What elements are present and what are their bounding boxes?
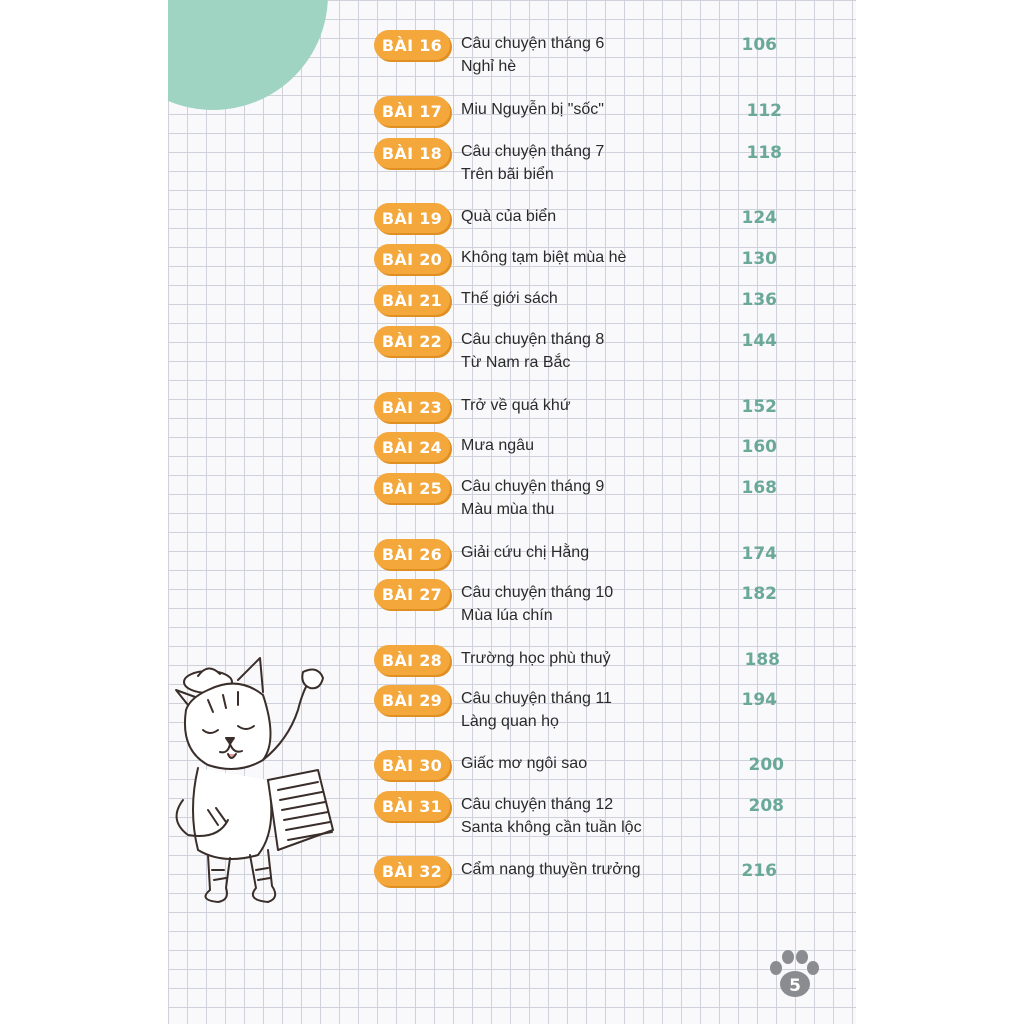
lesson-page-number: 130 <box>741 249 777 269</box>
lesson-page-number: 136 <box>741 290 777 310</box>
lesson-badge: BÀI 31 <box>374 791 450 821</box>
lesson-subtitle: Santa không cần tuần lộc <box>461 819 642 836</box>
lesson-page-number: 216 <box>741 861 777 881</box>
lesson-page-number: 188 <box>744 650 780 670</box>
lesson-badge: BÀI 28 <box>374 645 450 675</box>
lesson-badge: BÀI 29 <box>374 685 450 715</box>
lesson-title: Câu chuyện tháng 11 <box>461 690 612 707</box>
paw-icon <box>764 944 824 1004</box>
lesson-page-number: 118 <box>746 143 782 163</box>
lesson-page-number: 112 <box>746 101 782 121</box>
lesson-badge: BÀI 30 <box>374 750 450 780</box>
lesson-title: Giấc mơ ngôi sao <box>461 755 588 772</box>
lesson-title: Câu chuyện tháng 6 <box>461 35 605 52</box>
page-number: 5 <box>789 976 801 996</box>
lesson-badge: BÀI 21 <box>374 285 450 315</box>
lesson-title: Trường học phù thuỷ <box>461 650 611 667</box>
lesson-page-number: 160 <box>741 437 777 457</box>
lesson-title: Câu chuyện tháng 10 <box>461 584 614 601</box>
lesson-subtitle: Làng quan họ <box>461 713 559 730</box>
lesson-subtitle: Từ Nam ra Bắc <box>461 354 571 371</box>
lesson-badge: BÀI 23 <box>374 392 450 422</box>
lesson-subtitle: Màu mùa thu <box>461 501 555 518</box>
lesson-page-number: 152 <box>741 397 777 417</box>
lesson-page-number: 182 <box>741 584 777 604</box>
lesson-page-number: 194 <box>741 690 777 710</box>
lesson-title: Giải cứu chị Hằng <box>461 544 590 561</box>
lesson-title: Thế giới sách <box>461 290 558 307</box>
lesson-title: Câu chuyện tháng 9 <box>461 478 605 495</box>
lesson-badge: BÀI 32 <box>374 856 450 886</box>
lesson-title: Câu chuyện tháng 7 <box>461 143 605 160</box>
lesson-page-number: 174 <box>741 544 777 564</box>
lesson-badge: BÀI 17 <box>374 96 450 126</box>
lesson-title: Quà của biển <box>461 208 557 225</box>
lesson-page-number: 144 <box>741 331 777 351</box>
lesson-badge: BÀI 20 <box>374 244 450 274</box>
lesson-page-number: 168 <box>741 478 777 498</box>
lesson-badge: BÀI 24 <box>374 432 450 462</box>
lesson-title: Không tạm biệt mùa hè <box>461 249 627 266</box>
lesson-subtitle: Nghỉ hè <box>461 58 517 75</box>
lesson-page-number: 200 <box>748 755 784 775</box>
lesson-title: Mưa ngâu <box>461 437 534 454</box>
lesson-page-number: 124 <box>741 208 777 228</box>
lesson-subtitle: Mùa lúa chín <box>461 607 553 624</box>
lesson-badge: BÀI 25 <box>374 473 450 503</box>
lesson-badge: BÀI 26 <box>374 539 450 569</box>
lesson-badge: BÀI 27 <box>374 579 450 609</box>
lesson-page-number: 106 <box>741 35 777 55</box>
lesson-title: Cẩm nang thuyền trưởng <box>461 861 641 878</box>
corner-decoration <box>168 0 328 110</box>
lesson-badge: BÀI 18 <box>374 138 450 168</box>
lesson-title: Trở về quá khứ <box>461 397 571 414</box>
lesson-subtitle: Trên bãi biển <box>461 166 554 183</box>
lesson-page-number: 208 <box>748 796 784 816</box>
lesson-title: Miu Nguyễn bị "sốc" <box>461 101 604 118</box>
lesson-title: Câu chuyện tháng 8 <box>461 331 605 348</box>
page-number-badge <box>764 944 824 1004</box>
lesson-badge: BÀI 16 <box>374 30 450 60</box>
lesson-badge: BÀI 22 <box>374 326 450 356</box>
lesson-badge: BÀI 19 <box>374 203 450 233</box>
toc-page <box>168 0 856 1024</box>
lesson-title: Câu chuyện tháng 12 <box>461 796 614 813</box>
cat-mascot-illustration <box>168 650 348 920</box>
